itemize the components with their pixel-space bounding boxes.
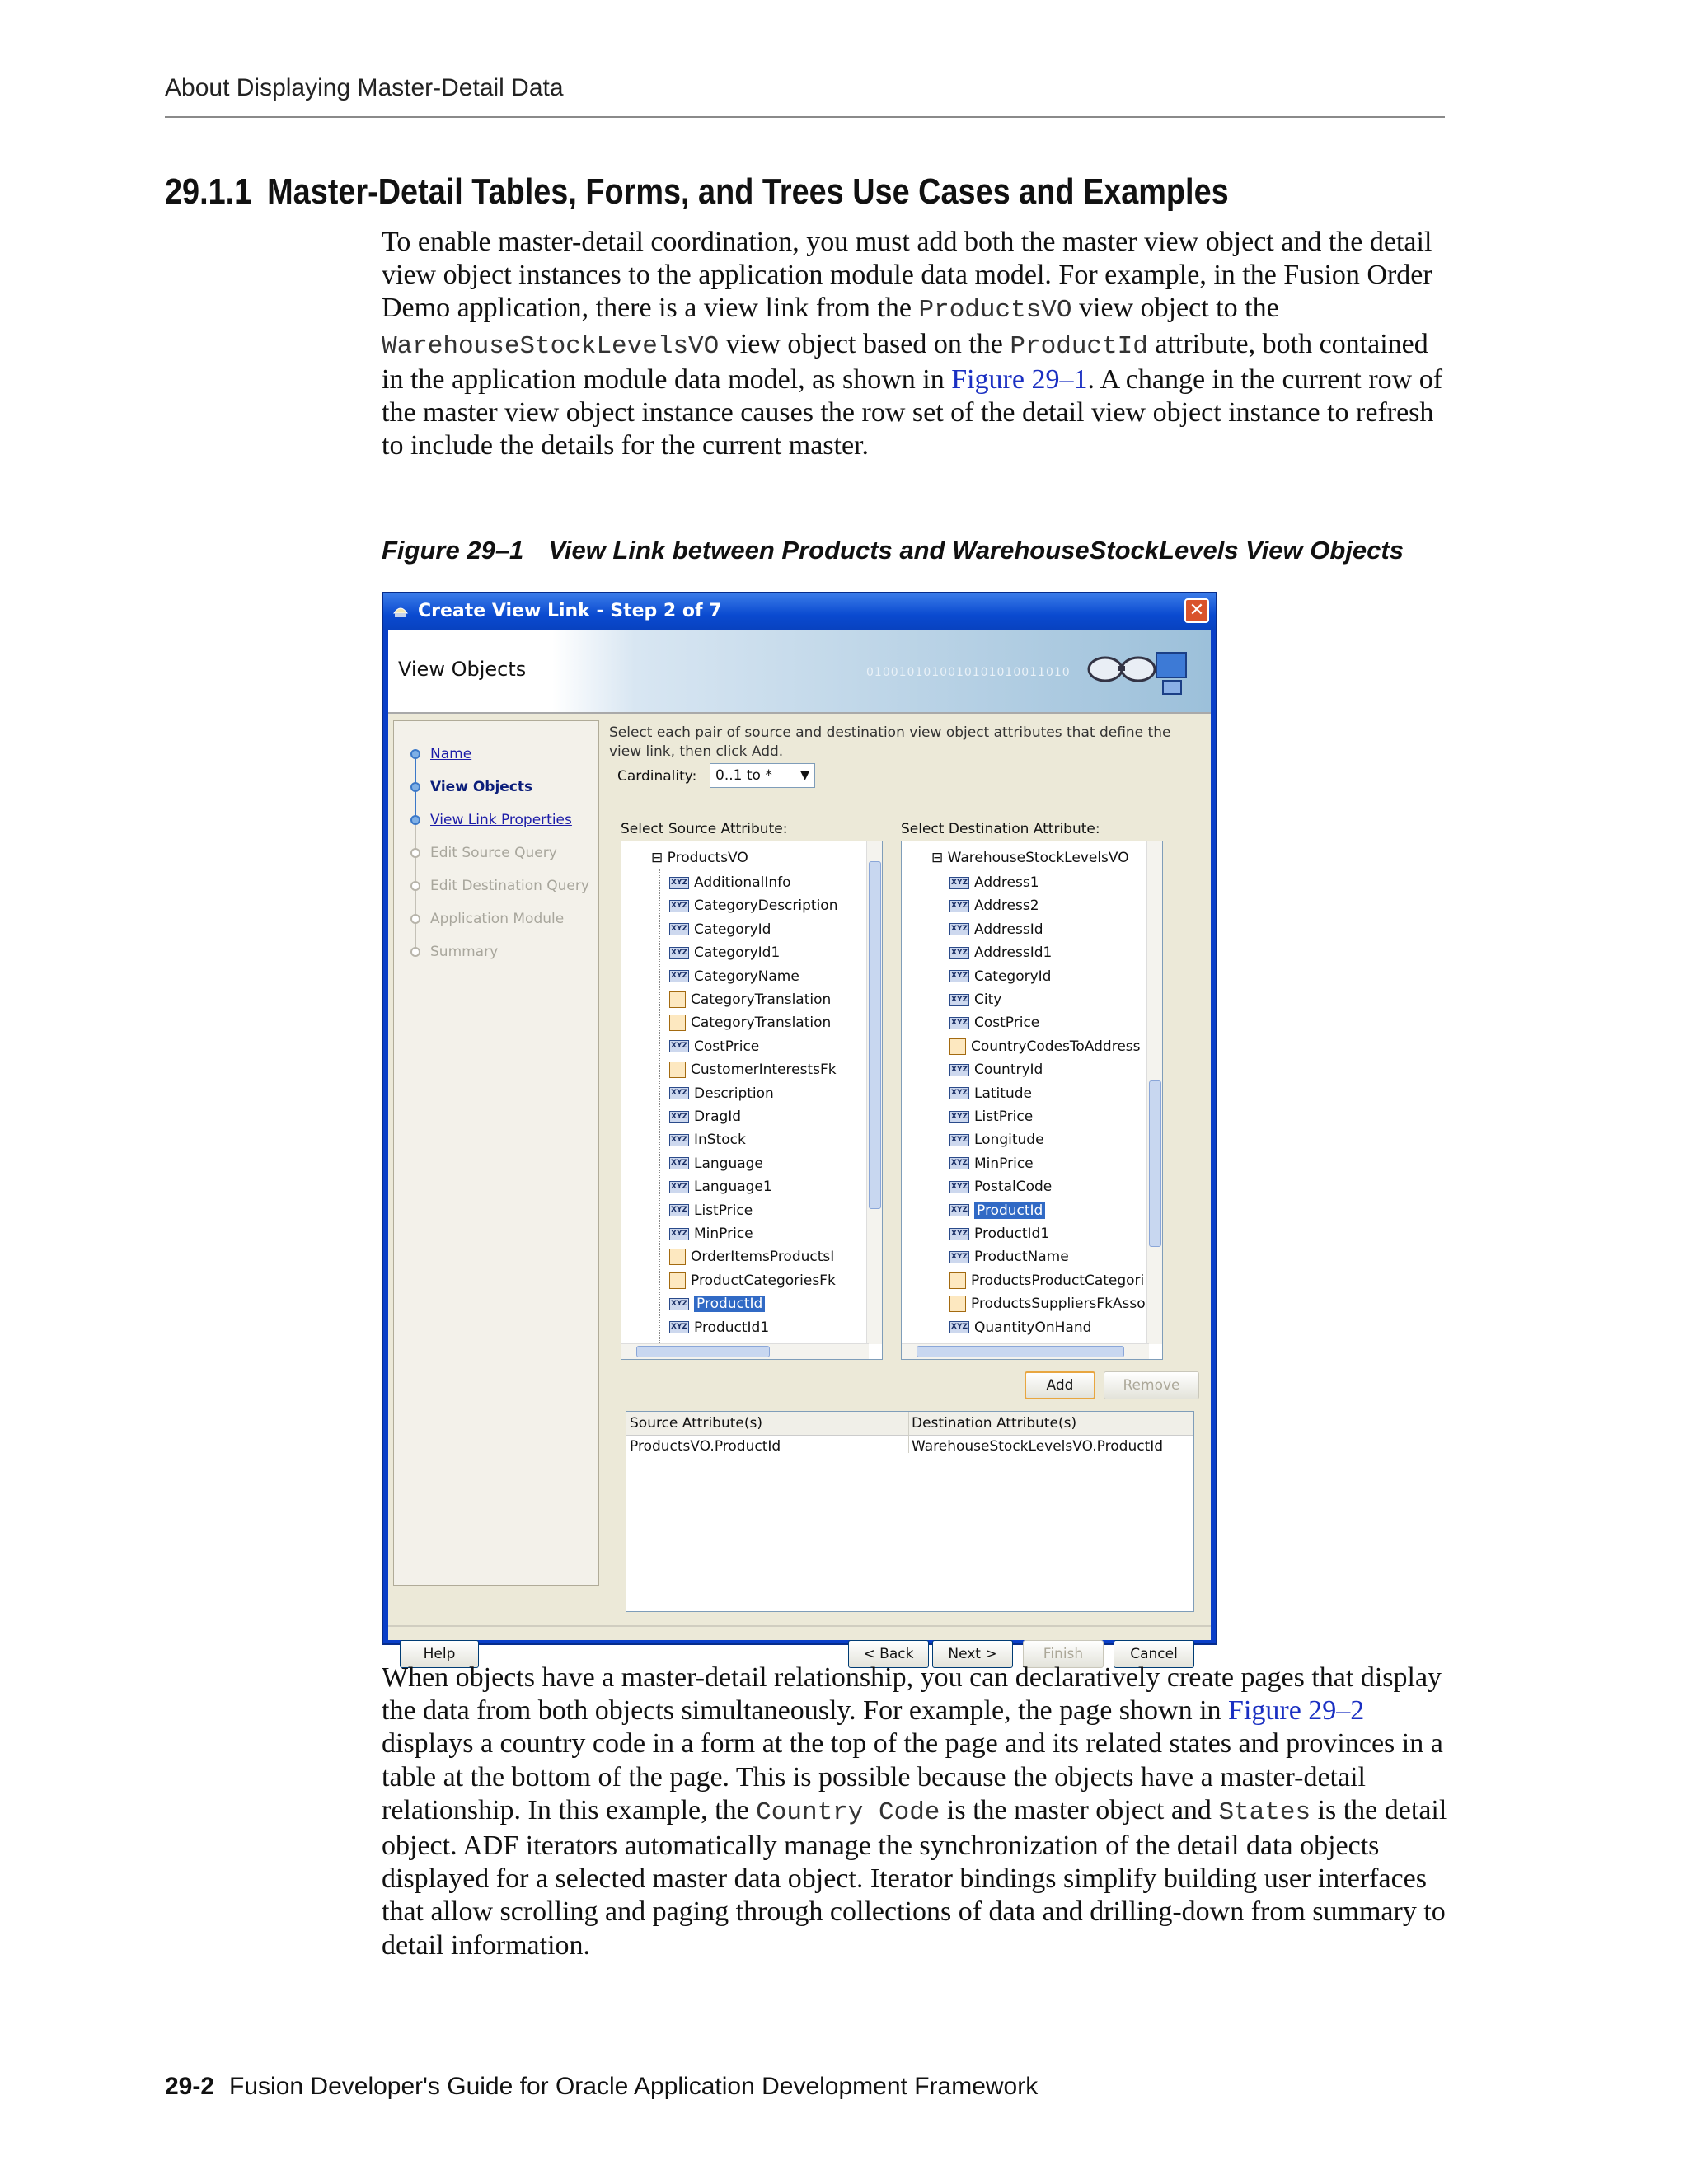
source-attribute-name: CategoryTranslation bbox=[691, 1015, 832, 1032]
destination-attribute-name: ProductsSuppliersFkAsso bbox=[971, 1296, 1146, 1313]
attribute-icon: XYZ bbox=[950, 1134, 969, 1146]
destination-attribute-item[interactable] bbox=[950, 896, 1039, 916]
destination-attribute-item[interactable] bbox=[950, 1177, 1052, 1197]
source-attribute-item[interactable] bbox=[669, 1084, 774, 1104]
back-button[interactable]: < Back bbox=[848, 1640, 929, 1668]
view-link-wizard-icon bbox=[1081, 636, 1196, 707]
code-productid: ProductId bbox=[1010, 331, 1148, 361]
destination-attribute-item[interactable] bbox=[950, 1247, 1069, 1267]
attribute-icon: XYZ bbox=[669, 1321, 689, 1333]
source-attribute-name: ProductId1 bbox=[694, 1319, 770, 1336]
pairs-header-destination: Destination Attribute(s) bbox=[912, 1415, 1077, 1432]
cardinality-select[interactable] bbox=[710, 763, 815, 788]
step-application-module: Application Module bbox=[430, 911, 565, 927]
page-footer bbox=[165, 2073, 1038, 2101]
book-title: Fusion Developer's Guide for Oracle Application Development Framework bbox=[229, 2073, 1039, 2100]
destination-attribute-item[interactable] bbox=[950, 1294, 1146, 1314]
destination-attribute-item[interactable] bbox=[950, 1037, 1141, 1057]
destination-attribute-label: Select Destination Attribute: bbox=[901, 821, 1100, 837]
destination-vertical-scrollbar[interactable] bbox=[1146, 841, 1162, 1344]
header-rule bbox=[165, 116, 1445, 118]
destination-attribute-item[interactable] bbox=[950, 943, 1052, 963]
attribute-icon: XYZ bbox=[950, 1251, 969, 1263]
source-attribute-name: Description bbox=[694, 1085, 774, 1102]
source-attribute-item[interactable] bbox=[669, 896, 837, 916]
finish-button[interactable]: Finish bbox=[1023, 1640, 1104, 1668]
destination-attribute-name: Address1 bbox=[974, 874, 1039, 891]
destination-attribute-name: PostalCode bbox=[974, 1179, 1053, 1196]
destination-attribute-name: Longitude bbox=[974, 1132, 1044, 1149]
close-button[interactable]: ✕ bbox=[1184, 598, 1209, 623]
wizard-steps-pane bbox=[393, 720, 599, 1586]
jdeveloper-icon bbox=[392, 602, 410, 620]
cardinality-label: Cardinality: bbox=[617, 768, 697, 785]
attribute-icon: XYZ bbox=[669, 1040, 689, 1052]
attribute-icon: XYZ bbox=[950, 923, 969, 935]
attribute-icon: XYZ bbox=[669, 923, 689, 935]
intro-paragraph bbox=[382, 226, 1450, 462]
step-marker-icon bbox=[410, 947, 420, 957]
destination-attribute-name: MinPrice bbox=[974, 1155, 1034, 1172]
code-states: States bbox=[1218, 1797, 1311, 1827]
section-heading bbox=[165, 171, 1229, 213]
source-attribute-name: CategoryId bbox=[694, 921, 771, 938]
source-attribute-name: CostPrice bbox=[694, 1038, 760, 1055]
view-link-accessor-icon bbox=[669, 1062, 686, 1078]
view-link-accessor-icon bbox=[669, 991, 686, 1008]
collapse-toggle-icon[interactable]: ⊟ bbox=[651, 850, 668, 866]
dialog-client-area bbox=[388, 630, 1211, 1662]
master-detail-paragraph bbox=[382, 1661, 1450, 1962]
step-marker-icon bbox=[410, 749, 420, 759]
source-attribute-name: MinPrice bbox=[694, 1226, 753, 1242]
step-name[interactable]: Name bbox=[430, 746, 472, 762]
next-button[interactable]: Next > bbox=[932, 1640, 1013, 1668]
figure-29-2-link[interactable]: Figure 29–2 bbox=[1228, 1695, 1365, 1727]
source-horizontal-scrollbar[interactable] bbox=[621, 1343, 869, 1359]
scroll-thumb[interactable] bbox=[917, 1346, 1124, 1357]
code-productsvo: ProductsVO bbox=[918, 296, 1072, 326]
cancel-button[interactable]: Cancel bbox=[1114, 1640, 1194, 1668]
source-attribute-name: CategoryDescription bbox=[694, 898, 838, 915]
destination-attribute-item[interactable] bbox=[950, 873, 1039, 893]
attribute-icon: XYZ bbox=[669, 1298, 689, 1310]
destination-attribute-item[interactable] bbox=[950, 1107, 1033, 1127]
destination-attribute-item[interactable] bbox=[950, 1060, 1043, 1080]
source-attribute-name: ListPrice bbox=[694, 1202, 753, 1219]
destination-attribute-item[interactable] bbox=[950, 1271, 1144, 1291]
pairs-column-divider bbox=[908, 1412, 909, 1453]
view-link-accessor-icon bbox=[669, 1249, 686, 1265]
destination-attribute-item[interactable] bbox=[950, 967, 1051, 987]
destination-attribute-name: CountryId bbox=[974, 1062, 1043, 1079]
attribute-icon: XYZ bbox=[950, 994, 969, 1006]
destination-attribute-item[interactable] bbox=[950, 1224, 1049, 1244]
attribute-icon: XYZ bbox=[950, 970, 969, 982]
attribute-icon: XYZ bbox=[669, 970, 689, 982]
destination-attribute-item[interactable] bbox=[950, 1154, 1034, 1174]
remove-button[interactable]: Remove bbox=[1104, 1371, 1199, 1399]
destination-attribute-item[interactable] bbox=[950, 920, 1043, 940]
attribute-pairs-table bbox=[626, 1411, 1194, 1612]
destination-attribute-item[interactable] bbox=[950, 990, 1001, 1010]
destination-horizontal-scrollbar[interactable] bbox=[902, 1343, 1149, 1359]
source-attribute-item[interactable] bbox=[669, 1271, 836, 1291]
instructions-text: Select each pair of source and destination view object attributes that define the view link, then click Add. bbox=[609, 724, 1171, 760]
dialog-title: Create View Link - Step 2 of 7 bbox=[418, 601, 722, 621]
attribute-icon: XYZ bbox=[950, 1321, 969, 1333]
code-warehousestocklevelsvo: WarehouseStockLevelsVO bbox=[382, 331, 720, 361]
scroll-thumb[interactable] bbox=[1149, 1080, 1161, 1247]
step-marker-icon bbox=[410, 848, 420, 858]
destination-attribute-item[interactable] bbox=[950, 1084, 1032, 1104]
figure-caption bbox=[382, 536, 1404, 565]
attribute-icon: XYZ bbox=[950, 1181, 969, 1193]
scroll-thumb[interactable] bbox=[636, 1346, 770, 1357]
tree-guide-line bbox=[659, 869, 660, 1360]
destination-attribute-name: CountryCodesToAddress bbox=[971, 1038, 1141, 1055]
attribute-icon: XYZ bbox=[950, 1204, 969, 1216]
source-attribute-item[interactable] bbox=[669, 1154, 763, 1174]
destination-attribute-item[interactable] bbox=[950, 1013, 1039, 1033]
collapse-toggle-icon[interactable]: ⊟ bbox=[931, 850, 948, 866]
attribute-icon: XYZ bbox=[669, 947, 689, 959]
attribute-icon: XYZ bbox=[950, 1157, 969, 1169]
destination-attribute-name: AddressId1 bbox=[974, 944, 1053, 962]
step-summary: Summary bbox=[430, 944, 499, 960]
pairs-header-source: Source Attribute(s) bbox=[630, 1415, 762, 1432]
destination-attribute-name: AddressId bbox=[974, 921, 1043, 938]
source-vertical-scrollbar[interactable] bbox=[866, 841, 882, 1344]
source-attribute-name: Language bbox=[694, 1155, 763, 1172]
running-head: About Displaying Master-Detail Data bbox=[165, 74, 564, 101]
source-attribute-item[interactable] bbox=[669, 967, 799, 987]
attribute-icon: XYZ bbox=[950, 877, 969, 889]
source-attribute-item[interactable] bbox=[669, 1060, 837, 1080]
section-title: Master-Detail Tables, Forms, and Trees Use Cases and Examples bbox=[267, 171, 1229, 212]
step-marker-icon bbox=[410, 782, 420, 792]
help-button[interactable]: Help bbox=[400, 1640, 479, 1668]
view-link-accessor-icon bbox=[669, 1272, 686, 1289]
step-edit-destination-query: Edit Destination Query bbox=[430, 878, 589, 894]
source-attribute-tree[interactable] bbox=[621, 841, 883, 1360]
source-attribute-item[interactable] bbox=[669, 1294, 765, 1314]
attribute-icon: XYZ bbox=[950, 1228, 969, 1240]
source-attribute-name: Language1 bbox=[694, 1179, 772, 1196]
source-attribute-item[interactable] bbox=[669, 1037, 759, 1057]
source-attribute-item[interactable] bbox=[669, 1013, 831, 1033]
destination-attribute-item[interactable] bbox=[950, 1318, 1091, 1338]
source-attribute-item[interactable] bbox=[669, 990, 831, 1010]
destination-attribute-name: ListPrice bbox=[974, 1108, 1034, 1125]
page-number: 29-2 bbox=[165, 2073, 215, 2100]
destination-attribute-name: Address2 bbox=[974, 898, 1039, 915]
add-button[interactable]: Add bbox=[1025, 1371, 1095, 1399]
source-attribute-item[interactable] bbox=[669, 1247, 834, 1267]
dialog-titlebar bbox=[383, 593, 1216, 630]
destination-tree-root[interactable] bbox=[931, 850, 1129, 866]
destination-attribute-name: Latitude bbox=[974, 1085, 1032, 1102]
figure-number: Figure 29–1 bbox=[382, 536, 524, 565]
banner-title: View Objects bbox=[398, 658, 527, 681]
attribute-icon: XYZ bbox=[669, 1204, 689, 1216]
view-link-accessor-icon bbox=[669, 1015, 686, 1031]
attribute-icon: XYZ bbox=[669, 1087, 689, 1099]
destination-attribute-name: ProductId1 bbox=[974, 1226, 1050, 1242]
source-attribute-name: DragId bbox=[694, 1108, 742, 1125]
source-attribute-name: CategoryTranslation bbox=[691, 991, 832, 1008]
scroll-thumb[interactable] bbox=[869, 861, 881, 1209]
source-attribute-name: CategoryId1 bbox=[694, 944, 781, 962]
attribute-icon: XYZ bbox=[669, 877, 689, 889]
destination-attribute-name: CategoryId bbox=[974, 968, 1052, 985]
section-number: 29.1.1 bbox=[165, 171, 252, 212]
source-attribute-name: OrderItemsProductsI bbox=[691, 1249, 835, 1266]
attribute-icon: XYZ bbox=[669, 1228, 689, 1240]
pairs-row-source[interactable]: ProductsVO.ProductId bbox=[630, 1438, 781, 1455]
destination-attribute-item[interactable] bbox=[950, 1201, 1045, 1221]
source-attribute-item[interactable] bbox=[669, 1318, 769, 1338]
destination-attribute-name: City bbox=[974, 991, 1002, 1008]
destination-attribute-tree[interactable] bbox=[901, 841, 1163, 1360]
view-link-accessor-icon bbox=[950, 1038, 966, 1055]
step-edit-source-query: Edit Source Query bbox=[430, 845, 557, 861]
para1-text-5: . A change in the current row of the master view object instance causes the row set of the detail view object instance to refresh to include the details for the current master. bbox=[382, 363, 1443, 462]
destination-attribute-name: ProductId bbox=[974, 1202, 1045, 1219]
para2-text-2: displays a country code in a form at the top of the page and its related states and provinces in a table at the bottom of the page. This is possible because the objects have a master-detail relationship. In this example, the bbox=[382, 1728, 1443, 1825]
pairs-row-destination[interactable]: WarehouseStockLevelsVO.ProductId bbox=[912, 1438, 1164, 1455]
attribute-icon: XYZ bbox=[950, 900, 969, 912]
destination-attribute-name: CostPrice bbox=[974, 1015, 1040, 1032]
para2-text-3: is the master object and bbox=[940, 1794, 1219, 1825]
para1-text-2: view object to the bbox=[1071, 293, 1279, 324]
banner-digits: 0100101010010101010011010 bbox=[866, 666, 1071, 679]
source-attribute-item[interactable] bbox=[669, 1201, 753, 1221]
para2-text-1: When objects have a master-detail relationship, you can declaratively create pages that display the data from both objects simultaneously. For example, the page shown in bbox=[382, 1662, 1442, 1727]
step-marker-icon bbox=[410, 881, 420, 891]
para2-text-4: is the detail object. ADF iterators automatically manage the synchronization of the detail data objects displayed for a selected master data object. Iterator bindings simplify building user interfaces that allow scrolling and paging through collections of data and drilling-down from summary to detail information. bbox=[382, 1794, 1447, 1961]
step-view-link-properties[interactable]: View Link Properties bbox=[430, 812, 572, 828]
code-country-code: Country Code bbox=[756, 1797, 940, 1827]
attribute-icon: XYZ bbox=[950, 1087, 969, 1099]
view-link-accessor-icon bbox=[950, 1272, 966, 1289]
para1-text-1: To enable master-detail coordination, you must add both the master view object and the detail view object instances to the application module data model. For example, in the Fusion Order Demo application, there is a view link from the bbox=[382, 227, 1432, 324]
source-attribute-label: Select Source Attribute: bbox=[621, 821, 788, 837]
source-attribute-name: InStock bbox=[694, 1132, 746, 1149]
attribute-icon: XYZ bbox=[669, 1111, 689, 1123]
step-view-objects[interactable]: View Objects bbox=[430, 779, 533, 795]
para1-text-3: view object based on the bbox=[719, 328, 1010, 359]
destination-attribute-name: QuantityOnHand bbox=[974, 1319, 1092, 1336]
source-attribute-item[interactable] bbox=[669, 1177, 772, 1197]
attribute-icon: XYZ bbox=[950, 1064, 969, 1076]
source-attribute-name: AdditionalInfo bbox=[694, 874, 791, 891]
view-link-accessor-icon bbox=[950, 1296, 966, 1312]
destination-attribute-name: ProductsProductCategori bbox=[971, 1272, 1145, 1289]
source-root-label: ProductsVO bbox=[667, 850, 748, 866]
cardinality-value: 0..1 to * bbox=[715, 767, 772, 784]
source-attribute-item[interactable] bbox=[669, 943, 780, 963]
source-attribute-name: ProductId bbox=[694, 1296, 765, 1312]
attribute-icon: XYZ bbox=[669, 1157, 689, 1169]
source-attribute-item[interactable] bbox=[669, 1224, 753, 1244]
step-marker-icon bbox=[410, 815, 420, 825]
source-attribute-item[interactable] bbox=[669, 920, 771, 940]
attribute-icon: XYZ bbox=[669, 1134, 689, 1146]
wizard-banner bbox=[388, 630, 1211, 714]
source-attribute-item[interactable] bbox=[669, 1107, 741, 1127]
source-attribute-name: CustomerInterestsFk bbox=[691, 1062, 837, 1079]
source-attribute-item[interactable] bbox=[669, 873, 791, 893]
attribute-icon: XYZ bbox=[669, 900, 689, 912]
source-attribute-name: ProductCategoriesFk bbox=[691, 1272, 836, 1289]
step-marker-icon bbox=[410, 914, 420, 924]
figure-29-1-link[interactable]: Figure 29–1 bbox=[951, 363, 1088, 395]
source-tree-root[interactable] bbox=[651, 850, 748, 866]
create-view-link-dialog bbox=[382, 592, 1217, 1662]
destination-attribute-item[interactable] bbox=[950, 1130, 1044, 1150]
source-attribute-item[interactable] bbox=[669, 1130, 746, 1150]
attribute-icon: XYZ bbox=[950, 947, 969, 959]
figure-title: View Link between Products and WarehouseStockLevels View Objects bbox=[548, 536, 1404, 565]
destination-attribute-name: ProductName bbox=[974, 1249, 1069, 1266]
para1-text-4: attribute, both contained in the application module data model, as shown in bbox=[382, 328, 1428, 395]
source-attribute-name: CategoryName bbox=[694, 968, 799, 985]
destination-root-label: WarehouseStockLevelsVO bbox=[947, 850, 1129, 866]
attribute-icon: XYZ bbox=[950, 1111, 969, 1123]
attribute-icon: XYZ bbox=[950, 1017, 969, 1029]
attribute-icon: XYZ bbox=[669, 1181, 689, 1193]
dialog-footer-divider bbox=[388, 1625, 1211, 1627]
dropdown-arrow-icon: ▼ bbox=[800, 769, 809, 782]
